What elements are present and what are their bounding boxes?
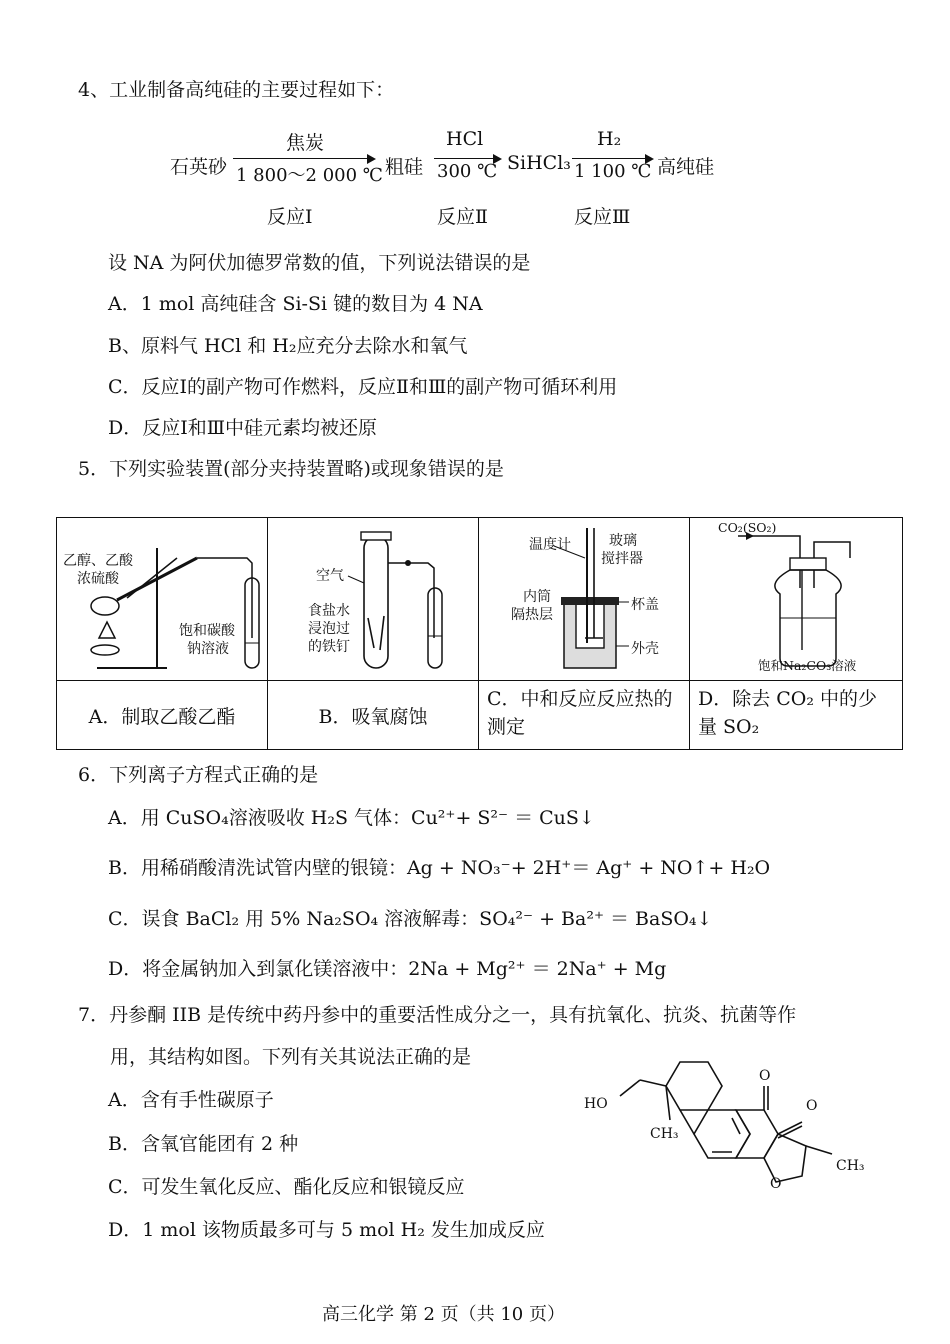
caption-a: A．制取乙酸乙酯 — [57, 681, 268, 750]
apparatus-b-nail-label1: 食盐水 — [308, 603, 350, 619]
arrow1-bottom-label: 1 800～2 000 ℃ — [236, 165, 383, 186]
apparatus-b-drawing — [268, 518, 478, 676]
reaction-1-label: 反应Ⅰ — [267, 206, 313, 228]
apparatus-c-inner-label1: 内筒 — [523, 589, 551, 605]
apparatus-a-reagents-label: 乙醇、乙酸 — [63, 553, 133, 569]
arrow3-top-label: H₂ — [597, 128, 622, 150]
apparatus-c-shell-label: 外壳 — [631, 641, 659, 657]
q7-title: 7．丹参酮 IIB 是传统中药丹参中的重要活性成分之一，具有抗氧化、抗炎、抗菌等作 — [78, 1004, 797, 1026]
arrow2-bottom-label: 300 ℃ — [437, 161, 498, 182]
reaction-2-label: 反应Ⅱ — [437, 206, 488, 228]
q6-option-b: B．用稀硝酸清洗试管内壁的银镜：Ag + NO₃⁻+ 2H⁺＝ Ag⁺ + NO↑+ H₂O — [108, 857, 771, 879]
q5-title: 5．下列实验装置(部分夹持装置略)或现象错误的是 — [78, 458, 504, 480]
q7-title-cont: 用，其结构如图。下列有关其说法正确的是 — [110, 1046, 472, 1068]
apparatus-c-thermo-label: 温度计 — [529, 537, 571, 553]
apparatus-d-drawing — [690, 518, 902, 676]
apparatus-d-solution-label: 饱和Na₂CO₃溶液 — [758, 658, 857, 673]
arrow3-bottom-label: 1 100 ℃ — [574, 161, 652, 182]
arrow3-line — [572, 158, 646, 159]
apparatus-a-trap-label2: 钠溶液 — [187, 641, 229, 657]
caption-c: C．中和反应反应热的测定 — [479, 681, 690, 750]
apparatus-c-stir-label2: 搅拌器 — [601, 551, 643, 567]
structure-methyl1-label: CH₃ — [650, 1126, 679, 1142]
structure-drawing — [580, 1050, 870, 1210]
arrow2-line — [434, 158, 494, 159]
apparatus-d-cell — [690, 518, 903, 681]
apparatus-b-nail-label2: 浸泡过 — [308, 621, 350, 637]
q6-option-c: C．误食 BaCl₂ 用 5% Na₂SO₄ 溶液解毒：SO₄²⁻ + Ba²⁺ ＝ BaSO₄↓ — [108, 908, 713, 930]
page-footer: 高三化学 第 2 页（共 10 页） — [322, 1304, 565, 1325]
q4-option-b: B、原料气 HCl 和 H₂应充分去除水和氧气 — [108, 335, 468, 357]
apparatus-a-acid-label: 浓硫酸 — [77, 571, 119, 587]
structure-oxygen1-label: O — [759, 1068, 771, 1084]
structure-ho-label: HO — [584, 1096, 608, 1112]
apparatus-c-stir-label1: 玻璃 — [609, 533, 637, 549]
q4-option-d: D．反应Ⅰ和Ⅲ中硅元素均被还原 — [108, 417, 378, 439]
apparatus-c-lid-label: 杯盖 — [631, 597, 659, 613]
apparatus-a-cell — [57, 518, 268, 681]
q4-option-c: C．反应Ⅰ的副产物可作燃料，反应Ⅱ和Ⅲ的副产物可循环利用 — [108, 376, 618, 398]
apparatus-a-drawing — [57, 518, 267, 676]
apparatus-a-trap-label1: 饱和碳酸 — [179, 623, 235, 639]
flow-quartz-sand: 石英砂 — [170, 156, 228, 178]
arrow2-top-label: HCl — [446, 128, 484, 150]
reaction-3-label: 反应Ⅲ — [574, 206, 631, 228]
flow-sihcl3: SiHCl₃ — [507, 152, 571, 174]
q4-option-a: A．1 mol 高纯硅含 Si-Si 键的数目为 4 NA — [108, 293, 483, 315]
q7-option-b: B．含氧官能团有 2 种 — [108, 1133, 299, 1155]
q6-option-d: D．将金属钠加入到氯化镁溶液中：2Na + Mg²⁺ ＝ 2Na⁺ + Mg — [108, 958, 667, 980]
q7-option-d: D．1 mol 该物质最多可与 5 mol H₂ 发生加成反应 — [108, 1219, 545, 1241]
apparatus-c-cell — [479, 518, 690, 681]
q7-option-a: A．含有手性碳原子 — [108, 1089, 274, 1111]
caption-b: B．吸氧腐蚀 — [268, 681, 479, 750]
q4-title: 4、工业制备高纯硅的主要过程如下： — [78, 79, 395, 101]
apparatus-b-air-label: 空气 — [316, 568, 344, 584]
q6-option-a: A．用 CuSO₄溶液吸收 H₂S 气体：Cu²⁺+ S²⁻ ＝ CuS↓ — [108, 807, 595, 829]
structure-methyl2-label: CH₃ — [836, 1158, 865, 1174]
flow-crude-silicon: 粗硅 — [385, 156, 424, 178]
structure-oxygen2-label: O — [806, 1098, 818, 1114]
flow-pure-silicon: 高纯硅 — [657, 156, 715, 178]
apparatus-c-inner-label2: 隔热层 — [511, 607, 553, 623]
q4-stem: 设 NA 为阿伏加德罗常数的值，下列说法错误的是 — [108, 252, 531, 274]
caption-d: D．除去 CO₂ 中的少量 SO₂ — [690, 681, 903, 750]
apparatus-d-gas-label: CO₂(SO₂) — [718, 520, 777, 535]
q6-title: 6．下列离子方程式正确的是 — [78, 764, 319, 786]
arrow1-line — [233, 158, 368, 159]
apparatus-b-cell — [268, 518, 479, 681]
arrow1-top-label: 焦炭 — [286, 132, 325, 154]
apparatus-b-nail-label3: 的铁钉 — [308, 639, 350, 655]
structure-oxygen3-label: O — [770, 1176, 782, 1192]
apparatus-table — [56, 517, 903, 750]
q7-option-c: C．可发生氧化反应、酯化反应和银镜反应 — [108, 1176, 465, 1198]
